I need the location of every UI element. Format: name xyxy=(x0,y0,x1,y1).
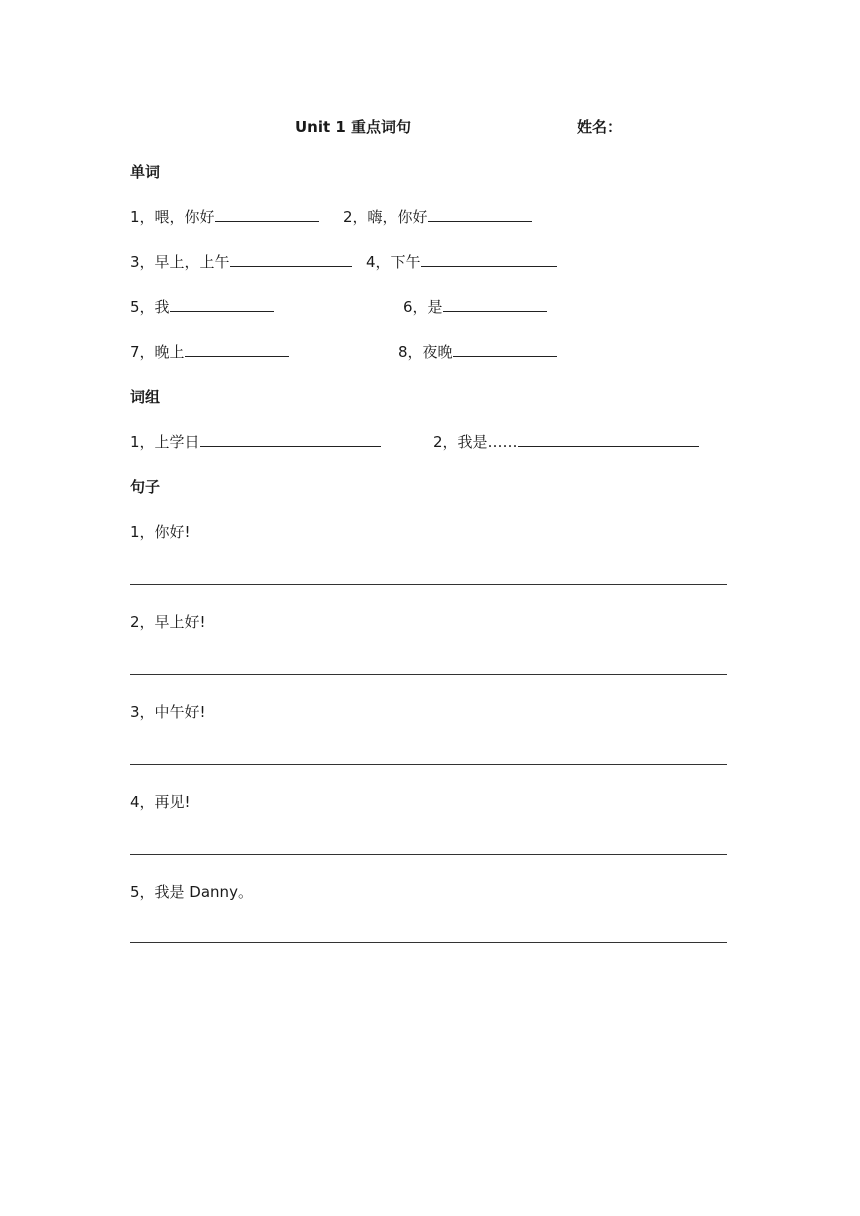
answer-blank[interactable] xyxy=(518,432,699,447)
sentence-item-5: 5，我是 Danny。 xyxy=(130,883,253,901)
phrase-item-1 xyxy=(130,432,381,452)
sentence-answer-line-3[interactable] xyxy=(130,764,727,765)
word-item-5 xyxy=(130,297,274,317)
word-label: 7，晚上 xyxy=(130,343,185,361)
sentence-answer-line-2[interactable] xyxy=(130,674,727,675)
sentence-item-2: 2，早上好! xyxy=(130,613,206,631)
sentence-item-4: 4，再见! xyxy=(130,793,191,811)
answer-blank[interactable] xyxy=(170,297,274,312)
name-label: 姓名： xyxy=(577,118,623,136)
answer-blank[interactable] xyxy=(443,297,547,312)
answer-blank[interactable] xyxy=(421,252,557,267)
word-item-7 xyxy=(130,342,289,362)
word-item-3 xyxy=(130,252,352,272)
answer-blank[interactable] xyxy=(215,207,319,222)
answer-blank[interactable] xyxy=(200,432,381,447)
answer-blank[interactable] xyxy=(453,342,557,357)
answer-blank[interactable] xyxy=(428,207,532,222)
word-label: 6，是 xyxy=(403,298,443,316)
word-label: 5，我 xyxy=(130,298,170,316)
word-item-8 xyxy=(398,342,557,362)
answer-blank[interactable] xyxy=(230,252,352,267)
sentences-heading: 句子 xyxy=(130,478,161,496)
phrase-item-2 xyxy=(433,432,699,452)
word-item-4 xyxy=(366,252,557,272)
sentence-answer-line-1[interactable] xyxy=(130,584,727,585)
sentence-answer-line-4[interactable] xyxy=(130,854,727,855)
phrase-label: 2，我是…… xyxy=(433,433,518,451)
word-label: 2，嗨，你好 xyxy=(343,208,428,226)
phrases-heading: 词组 xyxy=(130,388,161,406)
sentence-answer-line-5[interactable] xyxy=(130,942,727,943)
page-title: Unit 1 重点词句 xyxy=(295,118,412,136)
word-item-1 xyxy=(130,207,319,227)
answer-blank[interactable] xyxy=(185,342,289,357)
word-label: 1，喂，你好 xyxy=(130,208,215,226)
word-label: 8，夜晚 xyxy=(398,343,453,361)
sentence-item-1: 1，你好! xyxy=(130,523,191,541)
word-label: 3，早上，上午 xyxy=(130,253,230,271)
phrase-label: 1，上学日 xyxy=(130,433,200,451)
sentence-item-3: 3，中午好! xyxy=(130,703,206,721)
words-heading: 单词 xyxy=(130,163,161,181)
word-label: 4，下午 xyxy=(366,253,421,271)
word-item-6 xyxy=(403,297,547,317)
word-item-2 xyxy=(343,207,532,227)
